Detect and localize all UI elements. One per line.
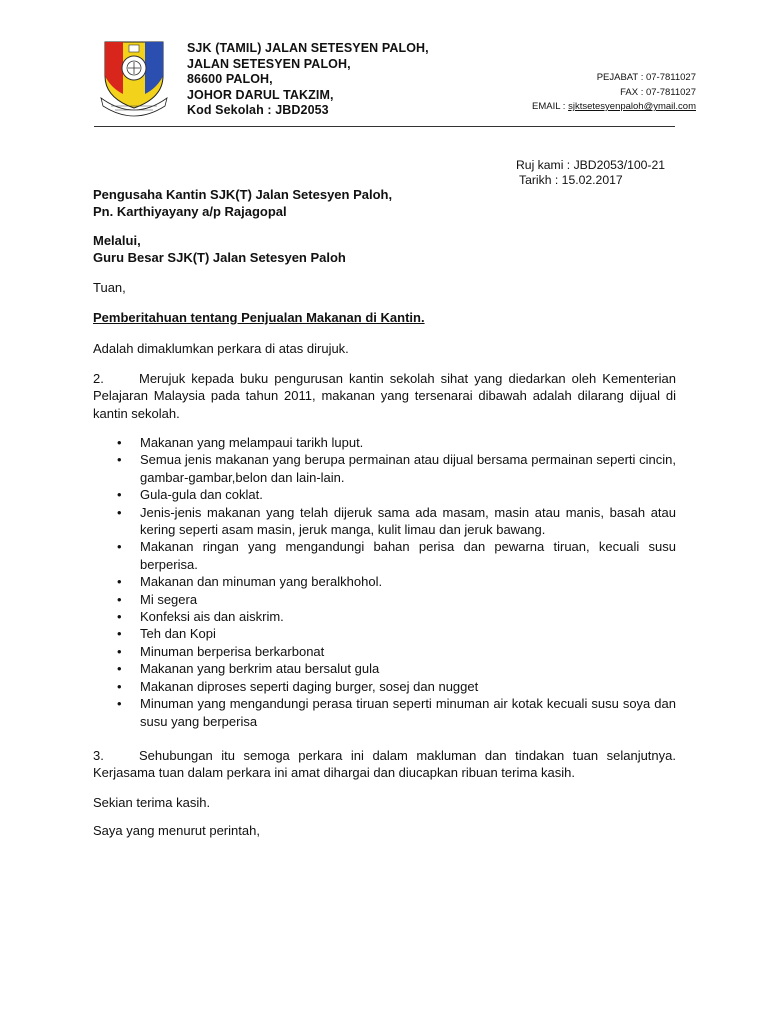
list-item: • Makanan diproses seperti daging burger, sosej dan nugget — [117, 678, 479, 694]
list-item: • Jenis-jenis makanan yang telah dijeruk sama ada masam, masin atau manis, basah atau kering seperti asam masin, jeruk manga, kulit limau dan jeruk bawang. — [117, 504, 676, 538]
bullet-icon: • — [117, 574, 122, 590]
letterhead-divider — [94, 126, 675, 127]
prohibited-items-list — [93, 434, 676, 730]
email-line — [532, 100, 696, 115]
bullet-icon: • — [117, 661, 122, 677]
list-item: • Teh dan Kopi — [117, 626, 216, 642]
contact-block — [532, 71, 696, 115]
list-item: • Makanan ringan yang mengandungi bahan perisa dan pewarna tiruan, kecuali susu berperisa. — [117, 539, 676, 572]
fax-number: FAX : 07-7811027 — [620, 86, 696, 98]
reference-number: Ruj kami : JBD2053/100-21 — [516, 158, 666, 172]
list-item: • Makanan yang melampaui tarikh luput. — [117, 435, 364, 450]
school-name: SJK (TAMIL) JALAN SETESYEN PALOH, — [187, 41, 429, 55]
bullet-icon: • — [117, 643, 122, 659]
salutation: Tuan, — [93, 280, 126, 295]
paragraph-3-number: 3. — [93, 748, 104, 763]
reference-block — [516, 158, 665, 188]
subject-line — [93, 309, 676, 326]
recipient-block — [93, 186, 676, 221]
recipient-line-2: Pn. Karthiyayany a/p Rajagopal — [93, 204, 287, 220]
bullet-icon: • — [117, 504, 122, 520]
list-item: • Minuman berperisa berkarbonat — [117, 643, 325, 659]
paragraph-3-text: Sehubungan itu semoga perkara ini dalam makluman dan tindakan tuan selanjutnya. Kerjasama tuan dalam perkara ini amat dihargai dan diucapkan ribuan terima kasih. — [93, 748, 676, 781]
list-item: • Makanan yang berkrim atau bersalut gula — [117, 661, 380, 677]
email-label: EMAIL : — [532, 101, 569, 112]
paragraph-3 — [93, 747, 676, 782]
bullet-icon: • — [117, 487, 122, 503]
list-item: • Mi segera — [117, 591, 198, 607]
paragraph-2 — [93, 370, 676, 422]
list-item: • Semua jenis makanan yang berupa permainan atau dijual bersama permainan seperti cincin, gambar-gambar,belon dan lain-lain. — [117, 452, 676, 485]
email-link[interactable]: sjktsetesyenpaloh@ymail.com — [568, 101, 696, 112]
school-postcode: 86600 PALOH, — [187, 72, 273, 86]
bullet-icon: • — [117, 626, 122, 642]
bullet-icon: • — [117, 435, 122, 450]
list-item: • Konfeksi ais dan aiskrim. — [117, 609, 284, 625]
school-code: Kod Sekolah : JBD2053 — [187, 103, 329, 117]
paragraph-2-text: Merujuk kepada buku pengurusan kantin sekolah sihat yang diedarkan oleh Kementerian Pelajaran Malaysia pada tahun 2011, makanan yang tersenarai dibawah adalah dilarang dijual di kantin sekolah. — [93, 371, 676, 421]
bullet-icon: • — [117, 452, 122, 468]
intro-paragraph: Adalah dimaklumkan perkara di atas dirujuk. — [93, 341, 349, 356]
bullet-icon: • — [117, 539, 122, 555]
school-crest-logo — [97, 36, 171, 120]
bullet-icon: • — [117, 591, 122, 607]
via-block — [93, 232, 676, 267]
closing-signoff: Saya yang menurut perintah, — [93, 823, 260, 838]
via-line-2: Guru Besar SJK(T) Jalan Setesyen Paloh — [93, 250, 346, 266]
letter-date: Tarikh : 15.02.2017 — [519, 173, 623, 187]
list-item: • Gula-gula dan coklat. — [117, 487, 263, 503]
list-item: • Makanan dan minuman yang beralkhohol. — [117, 574, 383, 590]
subject-text: Pemberitahuan tentang Penjualan Makanan di Kantin. — [93, 310, 425, 325]
bullet-icon: • — [117, 609, 122, 625]
recipient-line-1: Pengusaha Kantin SJK(T) Jalan Setesyen Paloh, — [93, 187, 393, 202]
school-address-block — [187, 41, 429, 119]
school-state: JOHOR DARUL TAKZIM, — [187, 87, 334, 102]
via-label: Melalui, — [93, 233, 141, 248]
list-item: • Minuman yang mengandungi perasa tiruan seperti minuman air kotak kecuali susu soya dan susu yang berperisa — [117, 696, 676, 729]
office-phone: PEJABAT : 07-7811027 — [596, 72, 696, 83]
bullet-icon: • — [117, 678, 122, 694]
paragraph-2-number: 2. — [93, 371, 104, 386]
closing-thanks: Sekian terima kasih. — [93, 795, 211, 810]
bullet-icon: • — [117, 696, 122, 712]
school-street: JALAN SETESYEN PALOH, — [187, 56, 351, 71]
